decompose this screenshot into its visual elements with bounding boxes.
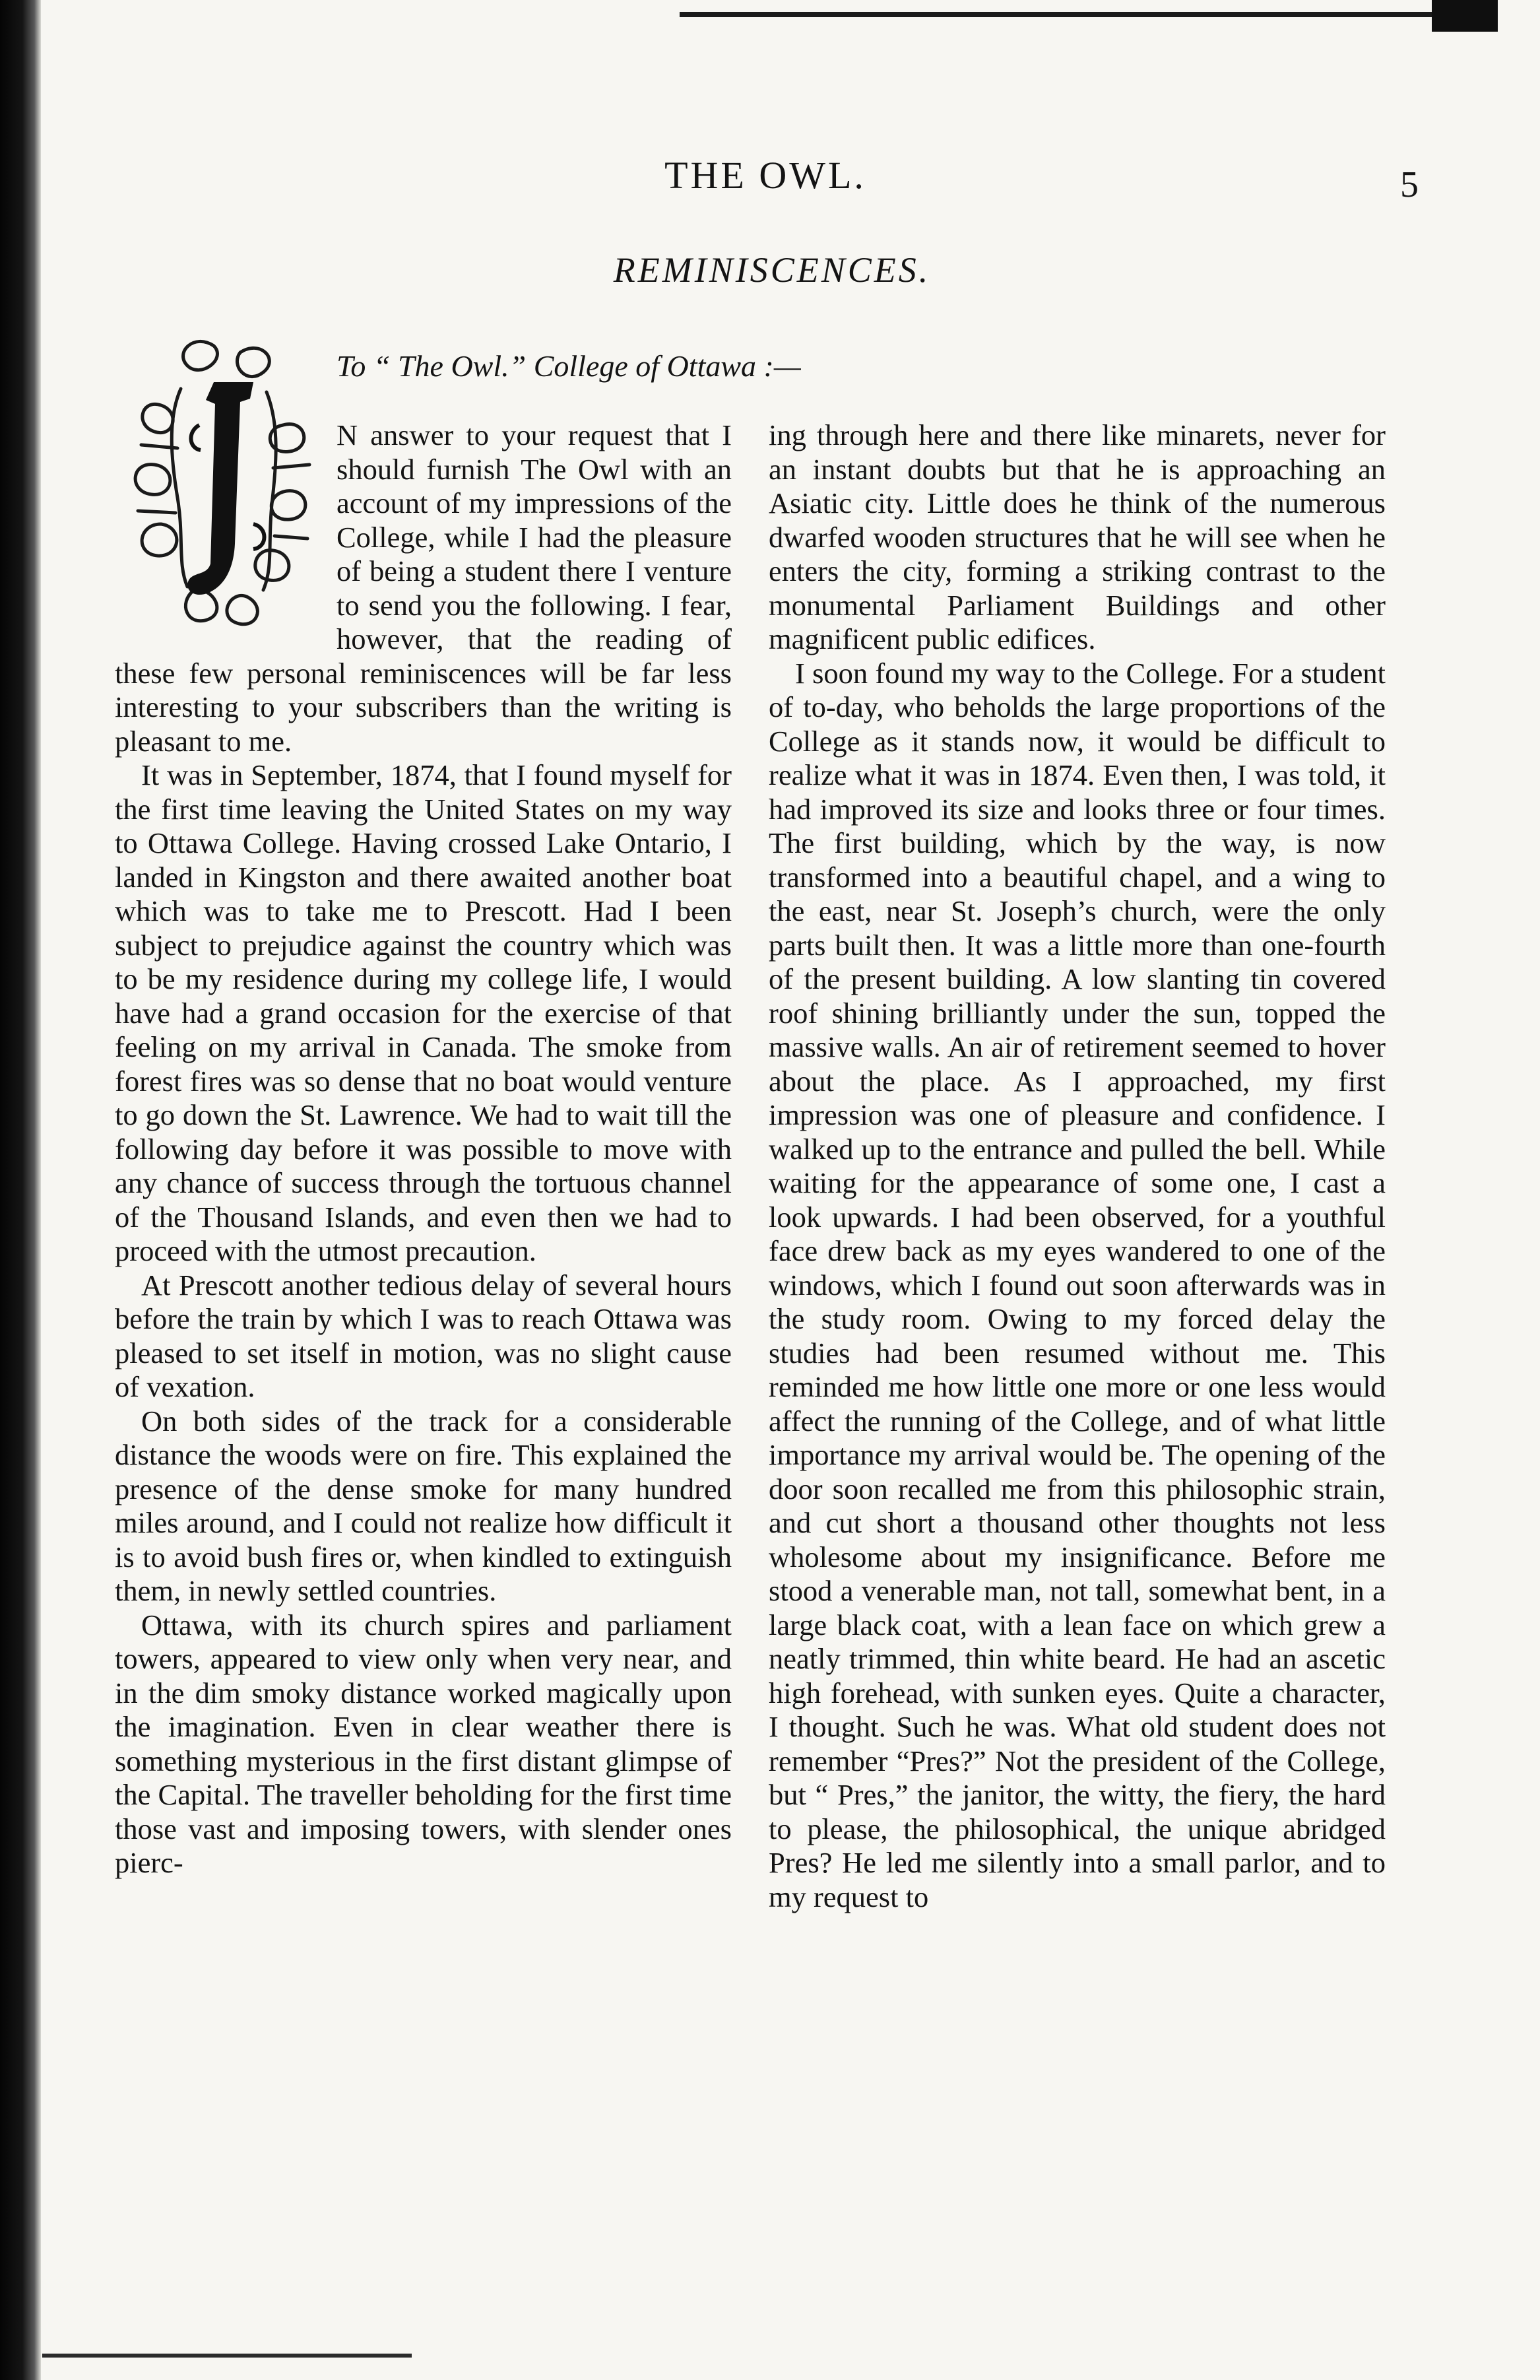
paragraph: On both sides of the track for a considerable distance the woods were on fire. This explained the presence of the dense smoke for many hundred miles around, and I could not realize how difficult it is to avoid bush fires or, when kindled to extinguish them, in newly settled countries. [115, 1404, 732, 1607]
scan-edge-top-tab [1432, 0, 1498, 32]
paragraph: At Prescott another tedious delay of several hours before the train by which I was to reach Ottawa was pleased to set itself in motion, was no slight cause of vexation. [115, 1268, 732, 1403]
page-number: 5 [1400, 164, 1419, 205]
paragraph-opening [115, 418, 732, 758]
running-title: THE OWL. [664, 154, 866, 197]
column-right [769, 418, 1386, 1914]
column-left [115, 418, 732, 1880]
salutation: To “ The Owl.” College of Ottawa :— [337, 349, 801, 383]
article-title: REMINISCENCES. [613, 250, 931, 290]
scan-edge-top [680, 12, 1494, 17]
paragraph: ing through here and there like minarets, never for an instant doubts but that he is approaching an Asiatic city. Little does he think of the numerous dwarfed wooden structures that he will see when he enters the city, forming a striking contrast to the monumental Parliament Buildings and other magnificent public edifices. [769, 418, 1386, 655]
paragraph: Ottawa, with its church spires and parliament towers, appeared to view only when very near, and in the dim smoky distance worked magically upon the imagination. Even in clear weather there is something mysterious in the first distant glimpse of the Capital. The traveller beholding for the first time those vast and imposing towers, with slender ones pierc- [115, 1608, 732, 1879]
scan-edge-left [0, 0, 41, 2380]
paragraph: I soon found my way to the College. For a student of to-day, who beholds the large proportions of the College as it stands now, it would be difficult to realize what it was in 1874. Even then, I was told, it had improved its size and looks three or four times. The first building, which by the way, is now transformed into a beautiful chapel, and a wing to the east, near St. Joseph’s church, were the only parts built then. It was a little more than one-fourth of the present building. A low slanting tin covered roof shining brilliantly under the sun, topped the massive walls. An air of retirement seemed to hover about the place. As I approached, my first impression was one of pleasure and confidence. I walked up to the entrance and pulled the bell. While waiting for the appearance of some one, I cast a look upwards. I had been observed, for a youthful face drew back as my eyes wandered to one of the windows, which I found out soon afterwards was in the study room. Owing to my forced delay the studies had been resumed without me. This reminded me how little one more or one less would affect the running of the College, and of what little importance my arrival would be. The opening of the door soon recalled me from this philosophic strain, and cut short a thousand other thoughts not less wholesome about my insignificance. Before me stood a venerable man, not tall, somewhat bent, in a large black coat, with a lean face on which grew a neatly trimmed, thin white beard. He had an ascetic high forehead, with sunken eyes. Quite a character, I thought. Such he was. What old student does not remember “Pres?” Not the president of the College, but “ Pres,” the janitor, the witty, the fiery, the hard to please, the philosophical, the unique abridged Pres? He led me silently into a small parlor, and to my request to [769, 656, 1386, 1913]
paragraph: It was in September, 1874, that I found myself for the first time leaving the United States on my way to Ottawa College. Having crossed Lake Ontario, I landed in Kingston and there awaited another boat which was to take me to Prescott. Had I been subject to prejudice against the country which was to be my residence during my college life, I would have had a grand occasion for the exercise of that feeling on my arrival in Canada. The smoke from forest fires was so dense that no boat would venture to go down the St. Lawrence. We had to wait till the following day before it was possible to move with any chance of success through the tortuous channel of the Thousand Islands, and even then we had to proceed with the utmost precaution. [115, 758, 732, 1267]
drop-cap-ornament [115, 326, 330, 635]
scan-edge-bottom [42, 2354, 412, 2358]
opening-text: N answer to your request that I should furnish The Owl with an account of my impressions of the College, while I had the pleasure of being a student there I venture to send you the following. I fear, however, that the reading of these few personal reminiscences will be far less interesting to your subscribers than the writing is pleasant to me. [115, 418, 732, 758]
